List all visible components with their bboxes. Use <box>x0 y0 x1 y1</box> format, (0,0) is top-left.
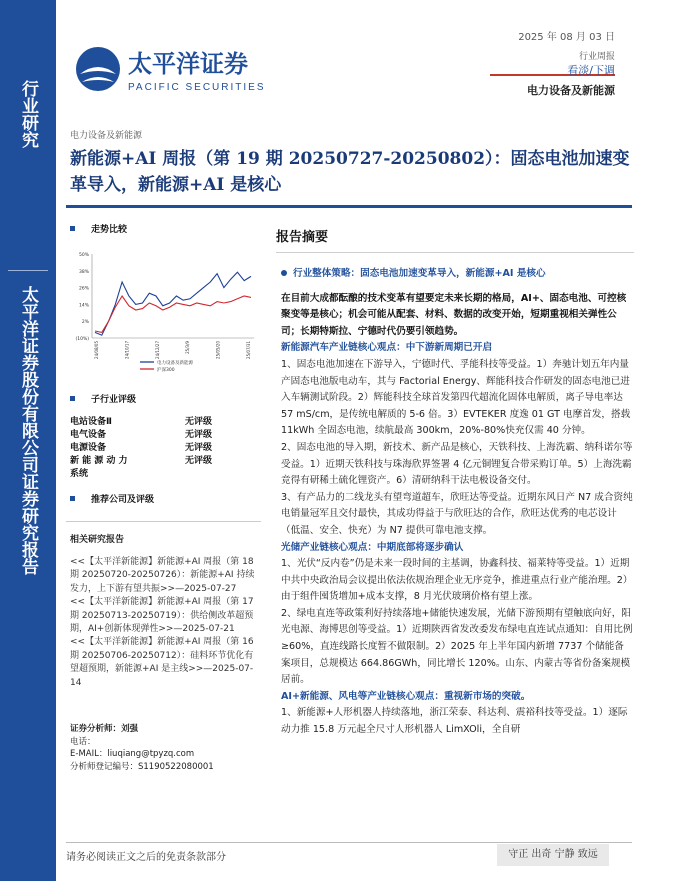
analyst-email[interactable]: E-MAIL：liuqiang@tpyzq.com <box>70 749 195 759</box>
y-tick-label: 38% <box>78 269 89 275</box>
y-tick-label: 50% <box>78 253 89 258</box>
trend-section-heading: 走势比较 <box>70 222 127 235</box>
sub-rating-value: 无评级 <box>185 430 213 440</box>
y-tick-label: 26% <box>78 286 89 292</box>
sub-rating-name: 系统 <box>70 469 89 479</box>
summary-header <box>276 226 634 245</box>
related-report-1[interactable]: <<【太平洋新能源】新能源+AI 周报（第 18 期 20250720-20250726）：新能源+AI 持续发力，上下游有望共振>>—2025-07-27 <box>70 557 255 594</box>
summary-title: 报告摘要 <box>276 230 329 245</box>
sub-rating-row <box>70 416 255 429</box>
sub-rating-name: 电气设备 <box>70 430 107 440</box>
section-kicker: 电力设备及新能源 <box>70 131 143 141</box>
report-date: 2025 年 08 月 03 日 <box>518 32 615 43</box>
related-heading: 相关研究报告 <box>70 535 125 545</box>
x-tick-label: 25/05/20 <box>215 341 221 359</box>
sub-rating-value: 无评级 <box>185 417 213 427</box>
ai-heading: AI+新能源、风电等产业链核心观点：重视新市场的突破。 <box>281 690 531 702</box>
title-rule <box>66 205 632 208</box>
footer-motto: 守正 出奇 宁静 致远 <box>497 844 609 866</box>
sub-rating-row <box>70 455 255 468</box>
header-meta <box>518 28 615 62</box>
x-tick-label: 24/12/27 <box>154 341 160 359</box>
square-bullet-icon <box>70 496 75 501</box>
sub-rating-value: 无评级 <box>185 456 213 466</box>
recommend-heading: 推荐公司及评级 <box>70 492 154 505</box>
legend-label: 沪深300 <box>157 367 175 373</box>
sidebar-tag-research: 行业研究 <box>18 80 38 148</box>
sub-rating-row <box>70 468 255 481</box>
trend-chart <box>70 246 260 381</box>
sub-rating-name: 新 能 源 动 力 <box>70 456 128 466</box>
pv-point-2: 2、绿电直连等政策利好持续落地+储能快速发展，光储下游预期有望触底向好，阳光电源、海博思创等受益。1）近期陕西省发改委发布绿电直连试点通知：自用比例≥60%，直连线路长度暂不做限制。2）2025 年上半年国内新增 7737 个储能备案项目，总规模达 664.86GWh，同比增长 120%。山东、内蒙古等省份备案规模居前。 <box>281 607 633 686</box>
analyst-info <box>70 723 258 773</box>
sub-rating-table <box>70 416 255 481</box>
rating-label: 看淡/下调 <box>567 64 615 77</box>
strategy-heading: 行业整体策略：固态电池加速变革导入，新能源+AI 是核心 <box>281 266 633 283</box>
sub-rating-row <box>70 442 255 455</box>
summary-rule <box>276 252 634 253</box>
x-tick-label: 25/07/31 <box>246 341 251 359</box>
ev-heading: 新能源汽车产业链核心观点：中下游新周期已开启 <box>281 342 493 354</box>
sub-rating-value <box>185 468 255 481</box>
x-tick-label: 24/08/05 <box>94 341 99 359</box>
circle-bullet-icon <box>281 270 287 276</box>
analyst-cert: 分析师登记编号：S1190522080001 <box>70 761 214 772</box>
series-line-1 <box>95 272 251 335</box>
pacific-securities-logo <box>66 38 306 108</box>
report-type: 行业周报 <box>578 52 615 62</box>
footer-disclaimer: 请务必阅读正文之后的免责条款部分 <box>66 852 226 863</box>
sidebar-tag-company: 太平洋证券股份有限公司证券研究报告 <box>18 286 38 575</box>
y-tick-label: 2% <box>81 320 89 326</box>
sub-rating-heading: 子行业评级 <box>70 392 136 405</box>
sub-rating-name: 电源设备 <box>70 443 107 453</box>
summary-body <box>281 266 633 739</box>
sub-rating-name: 电站设备Ⅱ <box>70 417 112 427</box>
analyst-phone: 电话： <box>70 736 96 747</box>
square-bullet-icon <box>70 396 75 401</box>
related-report-3[interactable]: <<【太平洋新能源】新能源+AI 周报（第 16 期 20250706-20250712）：硅料环节优化有望超预期，新能源+AI 是主线>>—2025-07-14 <box>70 637 254 688</box>
sub-rating-row <box>70 429 255 442</box>
industry-label: 电力设备及新能源 <box>527 84 615 97</box>
footer-rule <box>66 842 632 843</box>
sidebar <box>0 0 56 881</box>
sub-rating-value: 无评级 <box>185 443 213 453</box>
pv-heading: 光储产业链核心观点：中期底部将逐步确认 <box>281 541 464 553</box>
series-line-2 <box>95 296 251 332</box>
strategy-body: 在目前大成都酝酿的技术变革有望要定未来长期的格局，AI+、固态电池、可控核聚变等是核心；机会可能从配套、材料、数据的改变开始，短期重视相关弹性公司；长期特斯拉、宁德时代仍要引领趋势。 <box>281 292 627 337</box>
y-tick-label: (10%) <box>75 337 89 342</box>
ev-point-2: 2、固态电池的导入期，新技术、新产品是核心，天铁科技、上海洗霸、纳科诺尔等受益。1）近期天铁科技与珠海欣界签署 4 亿元铜锂复合带采购订单。5）上海洗霸竞得有研稀土硫化锂资产。6）清研纳科干法电极设备交付。 <box>281 441 633 487</box>
square-bullet-icon <box>70 226 75 231</box>
logo-en-text: PACIFIC SECURITIES <box>128 82 266 93</box>
rating-table-rule <box>66 521 261 522</box>
x-tick-label: 24/10/17 <box>124 341 130 359</box>
y-tick-label: 14% <box>78 303 89 309</box>
ev-point-3: 3、有产品力的二线龙头有望弯道超车，欣旺达等受益。近期东风日产 N7 成合资纯电销量冠军且交付最快，其成功得益于与欣旺达的合作，欣旺达优秀的电芯设计（低温、安全、快充）为 N7 提供可靠电池支撑。 <box>281 491 633 536</box>
ai-point-1: 1、新能源+人形机器人持续落地，浙江荣泰、科达利、震裕科技等受益。1）逐际动力推 15.8 万元起全尺寸人形机器人 LimXOli，全自研 <box>281 707 628 736</box>
analyst-name: 证券分析师：刘强 <box>70 724 139 734</box>
ev-point-1: 1、固态电池加速在下游导入，宁德时代、孚能科技等受益。1）奔驰计划五年内量产固态电池版电动车，其与 Factorial Energy、辉能科技合作研发的固态电池已进入车辆测试阶段。2）辉能科技全球首发第四代超流化固体电解质，离子导电率达 57 mS/cm，是传统电解质的 5-6 倍。3）EVTEKER 度逸 01 GT 电摩首发，搭载 11kWh 全固态电池，续航最高 300km，20%-80%快充仅需 40 分钟。 <box>281 358 631 437</box>
related-reports <box>70 556 258 690</box>
report-title: 新能源+AI 周报（第 19 期 20250727-20250802）：固态电池加速变革导入，新能源+AI 是核心 <box>70 149 630 195</box>
legend-label: 电力设备及新能源 <box>157 360 193 366</box>
pv-point-1: 1、光伏“反内卷”仍是未来一段时间的主基调，协鑫科技、福莱特等受益。1）近期中共中央政治局会议提出依法依规治理企业无序竞争，推进重点行业产能治理。2）由于组件囤货增加+成本支撑，8 月光伏玻璃价格有望上涨。 <box>281 558 633 603</box>
x-tick-label: 25/3/9 <box>185 341 191 354</box>
logo-cn-text: 太平洋证券 <box>128 51 248 78</box>
related-report-2[interactable]: <<【太平洋新能源】新能源+AI 周报（第 17 期 20250713-20250719）：供给侧改革超预期，AI+创新体现弹性>>—2025-07-21 <box>70 597 254 635</box>
sidebar-divider <box>8 270 48 271</box>
